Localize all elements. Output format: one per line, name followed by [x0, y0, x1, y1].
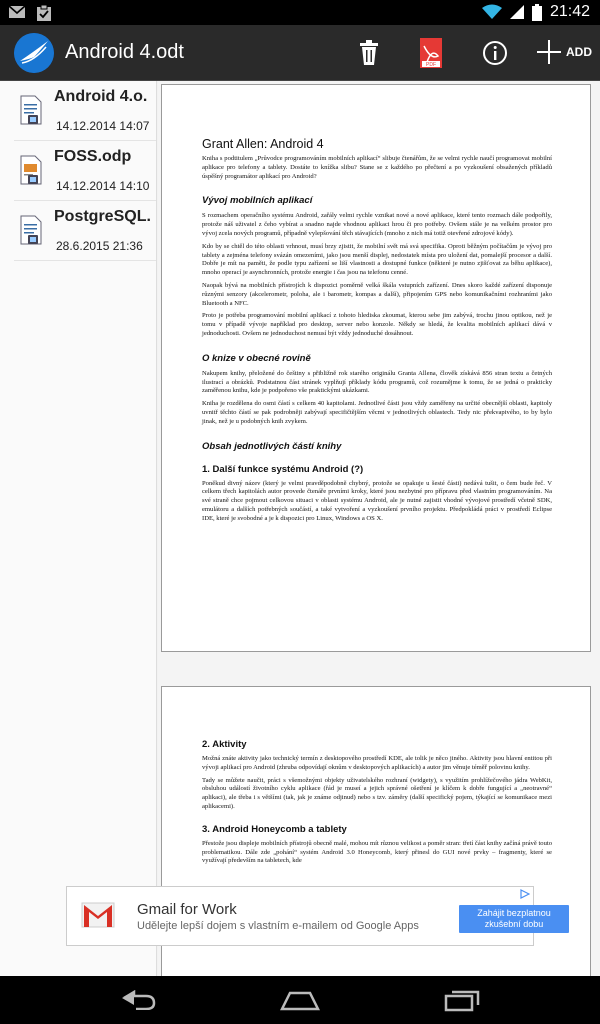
- document-viewer[interactable]: [158, 81, 600, 976]
- ad-subtitle: Udělejte lepší dojem s vlastním e-mailem od Google Apps: [137, 920, 419, 932]
- navigation-bar: [0, 976, 600, 1024]
- status-bar: [0, 0, 600, 25]
- file-list-item[interactable]: [14, 81, 156, 141]
- file-name: Android 4.o.: [54, 88, 148, 105]
- wifi-icon: [482, 4, 502, 20]
- writer-document-icon: [20, 215, 42, 245]
- doc-heading: O knize v obecné rovině: [202, 352, 311, 364]
- content-area: [0, 81, 600, 976]
- ad-banner[interactable]: [66, 886, 551, 946]
- doc-paragraph: Nakupem knihy, přeložené do češtiny s přibližně rok starého originálu Granta Allena, člověk získává 856 stran textu a četných ilustrací a obrázků. Podstatnou část stránek vyplňují příklady kódu programů, což rozumějme k tomu, že se jedná o prakticky zaměřenou knihu, kde je podpořeno vše praktickými ukázkami.: [202, 369, 552, 395]
- file-name: PostgreSQL.: [54, 208, 151, 225]
- svg-text:PDF: PDF: [426, 62, 436, 68]
- app-logo-icon[interactable]: [14, 33, 54, 73]
- doc-title: Grant Allen: Android 4: [202, 137, 324, 151]
- doc-paragraph: Kniha je rozdělena do osmi částí s celkem 40 kapitolami. Jednotlivé části jsou vždy zaměřeny na určité obecnější oblasti, kapitoly uvnitř těchto částí se pak podrobněji zabývají specifičtějším věcmi v jednotlivých oblastech. Tedy nic překvapivého, to by bylo jinak, než je u podobných knih zvykem.: [202, 400, 552, 425]
- doc-paragraph: Proto je potřeba programování mobilní aplikací z tohoto hlediska zkoumat, kterou sebe jim zabývá, trochu jinou optikou, než je tomu v případě vývoje například pro desktop, server nebo konzole. Někdy se hledá, že kvalita mobilních aplikací dává v jednoduchosti. Ovšem ne jednoduchost nemusí být vždy jednoduché dosáhnout.: [202, 312, 552, 337]
- doc-paragraph: Přestože jsou displeje mobilních přístrojů obecně malé, mohou mít různou velikost a poměr stran: třetí část knihy začíná právě touto problematikou. Dále zde „pohání“ systém Android 3.0 Honeycomb, který přinesl do GUI nové prvky – fragmenty, které se využívají především na tabletech, kde: [202, 839, 552, 865]
- ad-cta-button[interactable]: Zahájit bezplatnou zkušební dobu: [459, 905, 569, 933]
- add-button[interactable]: [536, 39, 592, 65]
- plus-icon: [536, 39, 562, 65]
- ad-choices-icon[interactable]: [520, 889, 530, 899]
- file-date: 14.12.2014 14:07: [56, 119, 150, 133]
- doc-heading: Obsah jednotlivých částí knihy: [202, 440, 342, 452]
- doc-paragraph: Tady se můžete naučit, práci s všemožnými objekty uživatelského rozhraní (widgety), s využitím prohlížečového jádra WebKit, obsluhou událostí životního cyklu aplikace (řád je museí a jejich správné ošetření je klíčem k dobře fungující a „neotravné“ aplikaci), ale třeba i s většími (tak, jak je známe odjinud) nebo s tzv. záměry (další specifický pojem, týkající se komunikace mezi aplikacemi).: [202, 776, 552, 810]
- doc-subheading: 1. Další funkce systému Android (?): [202, 463, 364, 475]
- writer-document-icon: [20, 95, 42, 125]
- file-list: [0, 81, 157, 976]
- ad-title: Gmail for Work: [137, 901, 237, 918]
- add-label: ADD: [566, 45, 592, 59]
- doc-paragraph: S rozmachem operačního systému Android, zařály velmi rychle vznikat nové a nové aplikace, které tento rozmach dále podpořily, protože náš uživatel z čeho vybírat a snadno najde vhodnou aplikaci hrou či pro potřeby. Ovšem stále je na velkém prostor pro vývoj zcela nových programů, případně vylepšování těch stávajících (mnoho z nich má totiž otevřené zdrojové kódy).: [202, 212, 552, 237]
- doc-subheading: 3. Android Honeycomb a tablety: [202, 823, 347, 835]
- doc-paragraph: Kniha s podtitulem „Průvodce programováním mobilních aplikací“ slibuje čtenářům, že se velmi rychle naučí programovat mobilní aplikace pro telefony a tablety. Dostáte to knížka slibu? Stane se z každého po přečtení a po vyzkoušení obsažených příkladů úspěšný programátor aplikací pro Android?: [202, 155, 552, 180]
- gmail-notification-icon: [8, 4, 26, 20]
- file-list-item[interactable]: [14, 141, 156, 201]
- info-icon[interactable]: [478, 36, 512, 70]
- doc-paragraph: Kdo by se chtěl do této oblasti vrhnout, musí brzy zjistit, že mobilní svět má svá specifika. Oproti běžným počítačům je vývoj pro tablety a zejména telefony svázán omezeními, jako jsou menší displej, nedostatek místa pro uložení dat, pomalejší procesor a další. Dobře je mít na paměti, že podle typu zařízení se liší vlastnosti a dostupné funkce (některé je nutno zjišťovat za běhu aplikace), mnoho operací je asynchronních, protože energie i čas jsou na telefonu cenné.: [202, 242, 552, 277]
- signal-icon: [510, 4, 524, 20]
- doc-heading: Vývoj mobilních aplikací: [202, 195, 313, 207]
- action-bar: [0, 25, 600, 81]
- clock: 21:42: [549, 3, 590, 20]
- trash-icon[interactable]: [352, 36, 386, 70]
- file-date: 28.6.2015 21:36: [56, 239, 143, 253]
- gmail-logo-icon: [81, 901, 115, 929]
- file-date: 14.12.2014 14:10: [56, 179, 150, 193]
- doc-paragraph: Poněkud divný název (který je velmi pravděpodobně chybný, protože se opakuje u šesté části) nedává tušit, o čem bude řeč. V celkem třech kapitolách autor provede čtenáře prvními kroky, které jsou nezbytné pro přípravu před vlastním programováním. Na své straně chce pojmout celkovou situaci v oblasti systému Android, ale je nutné zajistit vhodné vývojové prostředí včetně SDK, emulátoru a dalších potřebných součástí, a také vytvoření a vyzkoušení prvního projektu. Předpokládá práci v prostředí Eclipse IDE, které je svobodné a je k dispozici pro Linux, Windows a OS X.: [202, 479, 552, 522]
- pdf-icon[interactable]: [414, 36, 448, 70]
- document-page: [161, 84, 591, 652]
- home-icon[interactable]: [280, 986, 320, 1014]
- battery-icon: [532, 4, 542, 21]
- doc-paragraph: Možná znáte aktivity jako technický termín z desktopového prostředí KDE, ale tolik je něco jiného. Aktivity jsou hlavní entitou při vývoji aplikací pro Android (zhruba odpovídají oknům v desktopových aplikacích) a autor jim věnuje téměř polovinu knihy.: [202, 755, 552, 771]
- clipboard-check-icon: [36, 4, 52, 22]
- back-icon[interactable]: [118, 986, 158, 1014]
- file-name: FOSS.odp: [54, 148, 132, 165]
- presentation-document-icon: [20, 155, 42, 185]
- file-list-item[interactable]: [14, 201, 156, 261]
- recent-apps-icon[interactable]: [442, 986, 482, 1014]
- document-title: Android 4.odt: [65, 41, 184, 63]
- doc-subheading: 2. Aktivity: [202, 739, 247, 750]
- doc-paragraph: Naopak bývá na mobilních přístrojích k dispozici poměrně velká škála vstupních zařízení. Dnes skoro každé zařízení disponuje různými senzory (akcelerometr, poloha, ale i barometr, kompas a další), připojením GPS nebo komunikačními rozhraními jako Bluetooth a NFC.: [202, 281, 552, 307]
